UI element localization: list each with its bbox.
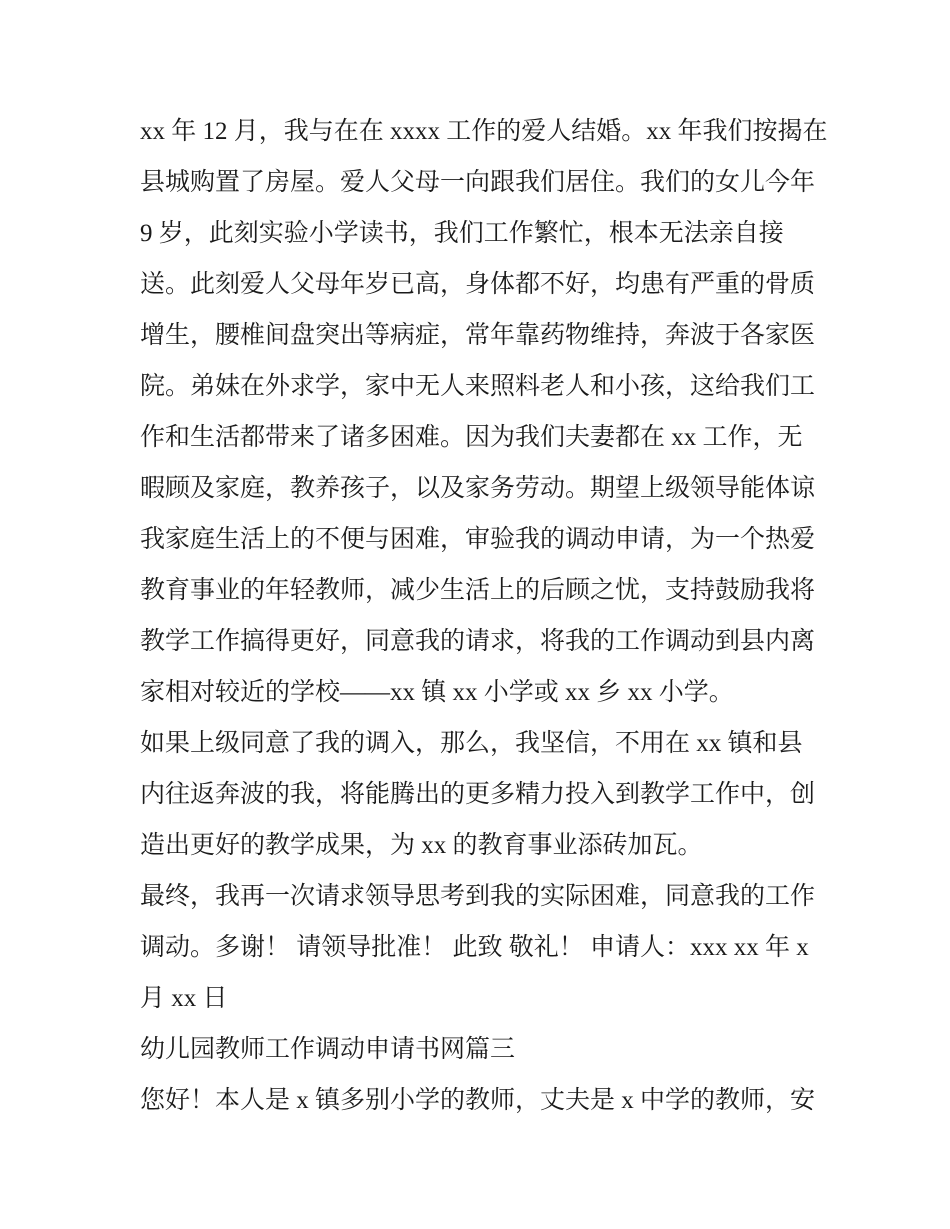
text-line-2: 县城购置了房屋。爱人父母一向跟我们居住。我们的女儿今年 [140,169,816,196]
text-line-14: 内往返奔波的我，将能腾出的更多精力投入到教学工作中，创 [140,781,816,808]
text-line-15: 造出更好的教学成果，为 xx 的教育事业添砖加瓦。 [140,832,703,859]
text-line-4: 送。此刻爱人父母年岁已高，身体都不好，均患有严重的骨质 [140,271,816,298]
text-line-20: 您好！本人是 x 镇多别小学的教师，丈夫是 x 中学的教师，安 [140,1087,816,1114]
text-line-5: 增生，腰椎间盘突出等病症，常年靠药物维持，奔波于各家医 [140,322,816,349]
document-body [140,106,828,1126]
text-line-3: 9 岁，此刻实验小学读书，我们工作繁忙，根本无法亲自接 [140,220,784,247]
text-line-10: 教育事业的年轻教师，减少生活上的后顾之忧，支持鼓励我将 [140,577,816,604]
text-line-18: 月 xx 日 [140,985,228,1012]
text-line-13: 如果上级同意了我的调入，那么，我坚信，不用在 xx 镇和县 [140,730,803,757]
text-line-8: 暇顾及家庭，教养孩子，以及家务劳动。期望上级领导能体谅 [140,475,816,502]
text-line-9: 我家庭生活上的不便与困难，审验我的调动申请，为一个热爱 [140,526,816,553]
text-line-1: xx 年 12 月，我与在在 xxxx 工作的爱人结婚。xx 年我们按揭在 [140,118,828,145]
text-line-16: 最终，我再一次请求领导思考到我的实际困难，同意我的工作 [140,883,816,910]
text-line-17: 调动。多谢！ 请领导批准！ 此致 敬礼！ 申请人：xxx xx 年 x [140,934,809,961]
text-line-7: 作和生活都带来了诸多困难。因为我们夫妻都在 xx 工作，无 [140,424,803,451]
section-heading: 幼儿园教师工作调动申请书网篇三 [140,1036,516,1063]
text-line-12: 家相对较近的学校——xx 镇 xx 小学或 xx 乡 xx 小学。 [140,679,734,706]
text-line-6: 院。弟妹在外求学，家中无人来照料老人和小孩，这给我们工 [140,373,816,400]
text-line-11: 教学工作搞得更好，同意我的请求，将我的工作调动到县内离 [140,628,816,655]
